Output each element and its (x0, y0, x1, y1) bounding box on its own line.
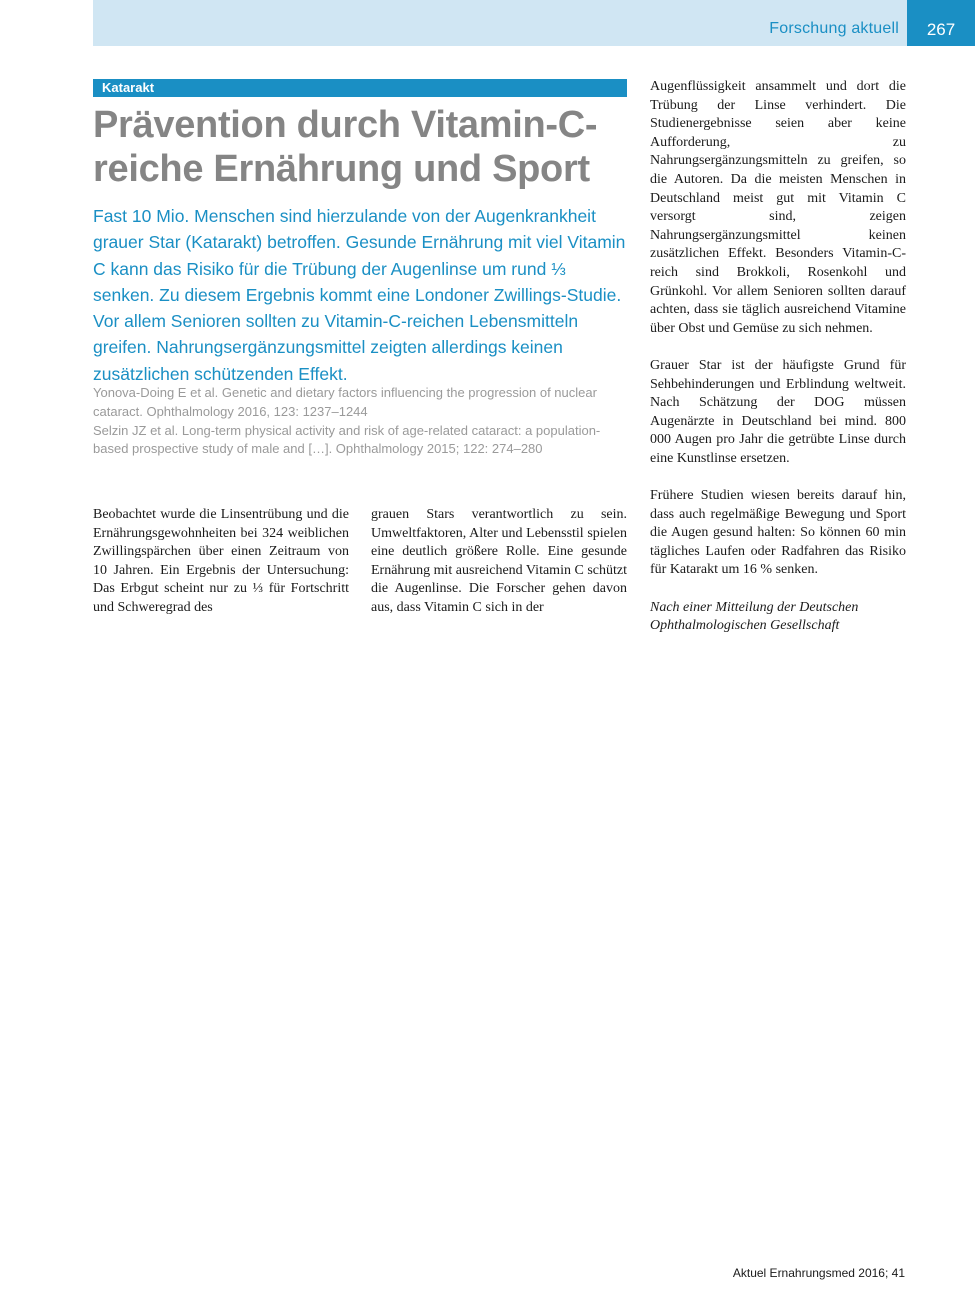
article-kicker: Katarakt (93, 79, 627, 97)
body-paragraph: Augenflüssigkeit ansammelt und dort die Trübung der Linse verhindert. Die Studienergebnisse seien aber keine Aufforderung, zu Nahrungsergänzungsmitteln zu greifen, so die Autoren. Da die meisten Menschen in Deutschland meist gut mit Vitamin C versorgt sind, zeigen Nahrungsergänzungsmittel keinen zusätzlichen Effekt. Besonders Vitamin-C-reich sind Brokkoli, Rosenkohl und Grünkohl. Vor allem Senioren sollten darauf achten, dass sie täglich ausreichend Vitamine über Obst und Gemüse zu sich nehmen. (650, 79, 906, 336)
body-column-3 (650, 78, 906, 636)
body-paragraph: Grauer Star ist der häufigste Grund für Sehbehinderungen und Erblindung weltweit. Nach Schätzung der DOG müssen Augenärzte in Deutschland bei mind. 800 000 Augen pro Jahr die getrübte Linse durch eine Kunstlinse ersetzen. (650, 357, 906, 466)
body-column-1 (93, 506, 349, 618)
article-lead: Fast 10 Mio. Menschen sind hierzulande von der Augenkrankheit grauer Star (Katarakt) betroffen. Gesunde Ernährung mit viel Vitamin C kann das Risiko für die Trübung der Augenlinse um rund ⅓ senken. Zu diesem Ergebnis kommt eine Londoner Zwillings-Studie. Vor allem Senioren sollten zu Vitamin-C-reichen Lebensmitteln greifen. Nahrungsergänzungsmittel zeigten allerdings keinen zusätzlichen schützenden Effekt. (93, 206, 626, 384)
reference-item: Selzin JZ et al. Long-term physical activity and risk of age-related cataract: a population-based prospective study of male and […]. Ophthalmology 2015; 122: 274–280 (93, 422, 601, 457)
body-paragraph: Beobachtet wurde die Linsentrübung und die Ernährungsgewohnheiten bei 324 weiblichen Zwillingspärchen über einen Zeitraum von 10 Jahren. Ein Ergebnis der Untersuchung: Das Erbgut scheint nur zu ⅓ für Fortschritt und Schweregrad des (93, 507, 349, 615)
body-paragraph: Frühere Studien wiesen bereits darauf hin, dass auch regelmäßige Bewegung und Sport die Augen gesund halten: So können 60 min tägliches Laufen oder Radfahren das Risiko für Katarakt um 16 % senken. (650, 488, 906, 578)
reference-item: Yonova-Doing E et al. Genetic and dietary factors influencing the progression of nuclear cataract. Ophthalmology 2016, 123: 1237–1244 (93, 385, 597, 419)
body-column-2 (371, 506, 627, 618)
footer-citation: Aktuel Ernahrungsmed 2016; 41 (732, 1266, 905, 1280)
source-note: Nach einer Mitteilung der Deutschen Ophthalmologischen Gesellschaft (650, 599, 859, 634)
article-headline: Prävention durch Vitamin-C-reiche Ernährung und Sport (93, 104, 598, 190)
body-paragraph: grauen Stars verantwortlich zu sein. Umweltfaktoren, Alter und Lebensstil spielen eine deutlich größere Rolle. Eine gesunde Ernährung mit ausreichend Vitamin C schützt die Augenlinse. Die Forscher gehen davon aus, dass Vitamin C sich in der (371, 507, 627, 615)
page-number: 267 (907, 0, 975, 46)
references (93, 384, 628, 459)
section-label: Forschung aktuell (769, 20, 899, 37)
